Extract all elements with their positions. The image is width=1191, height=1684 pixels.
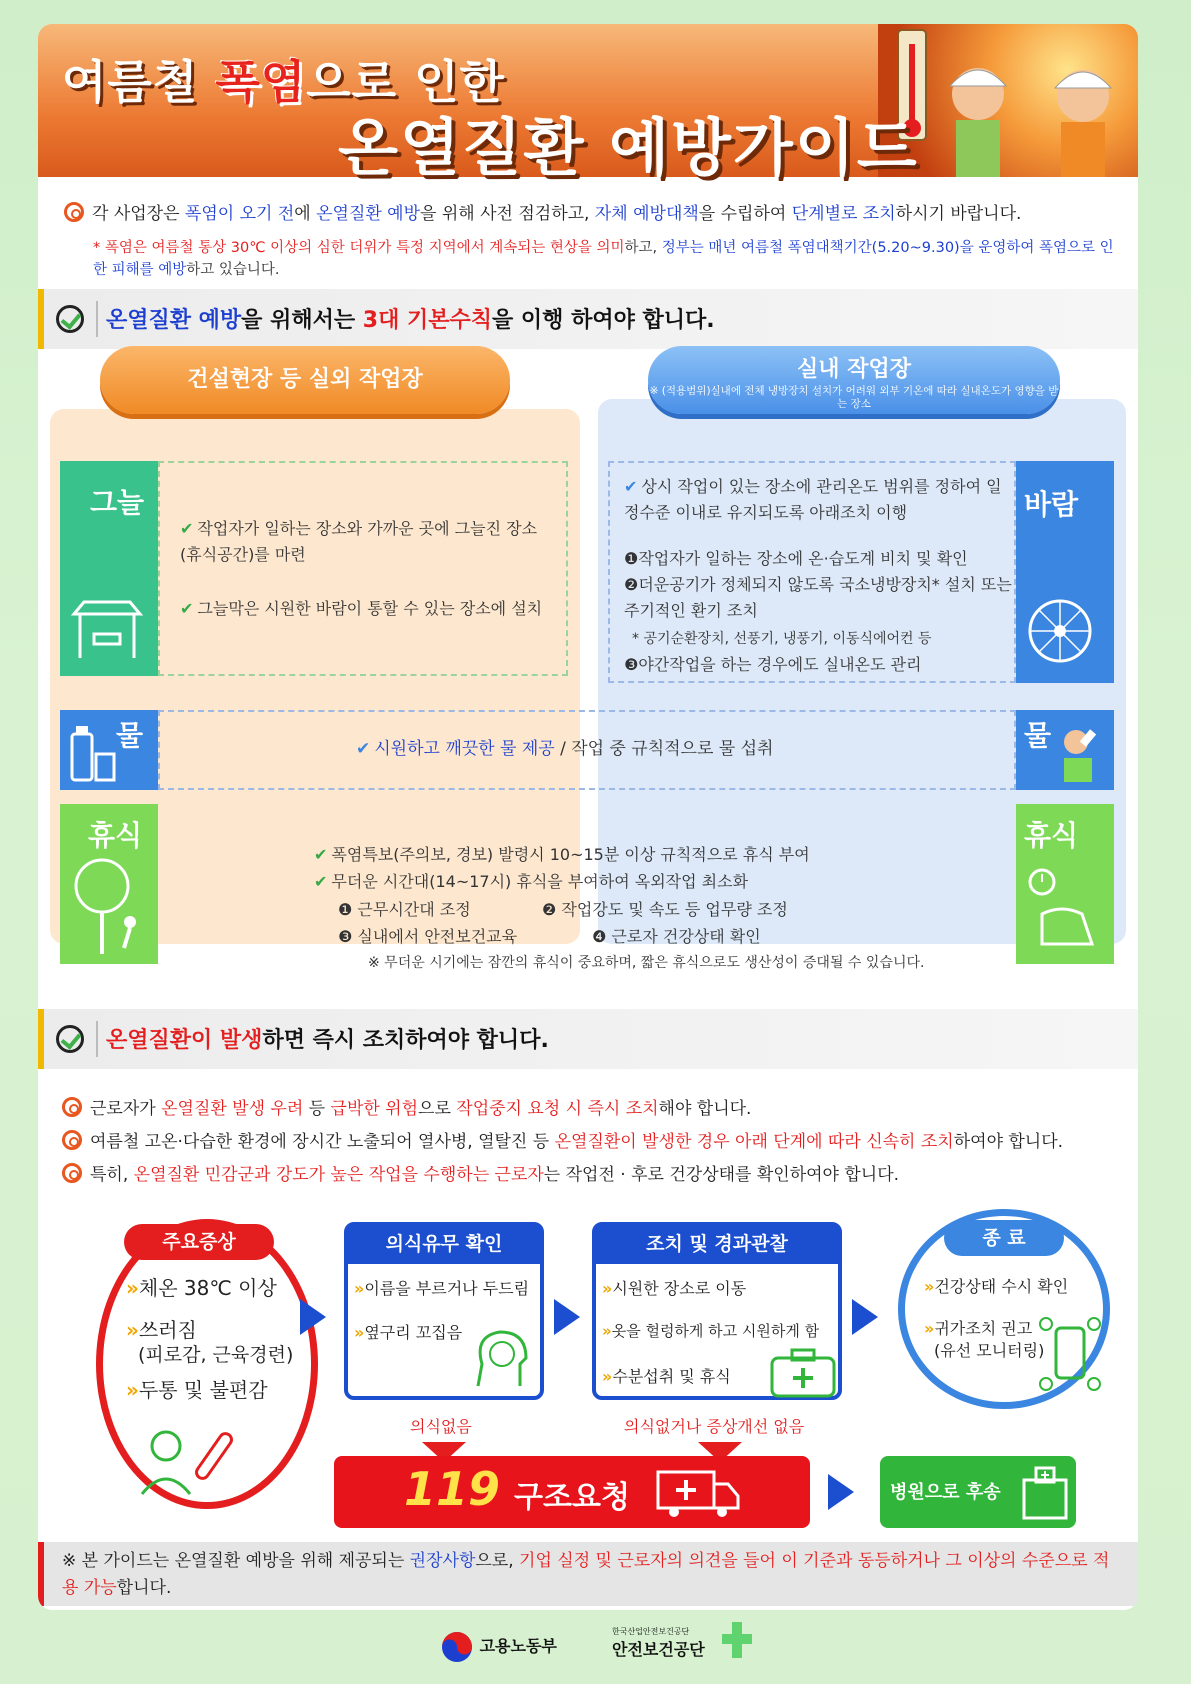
shade-box <box>60 461 158 676</box>
clock-chair-icon <box>1022 864 1108 954</box>
sick-person-icon <box>130 1416 270 1496</box>
rest-label-right: 휴식 <box>1024 819 1079 852</box>
footer-note: ※ 본 가이드는 온열질환 예방을 위해 제공되는 권장사항으로, 기업 실정 및 근로자의 의견을 들어 이 기준과 동등하거나 그 이상의 수준으로 적용 가능합니다. <box>38 1542 1138 1606</box>
call-number: 119 <box>404 1462 501 1516</box>
first-aid-kit-icon <box>768 1346 838 1398</box>
arrow-right-icon <box>554 1299 580 1335</box>
rest-o3: ❸ 실내에서 안전보건교육 <box>338 927 518 946</box>
shade-item-1: ✔ 작업자가 일하는 장소와 가까운 곳에 그늘진 장소(휴식공간)를 마련 <box>180 519 538 564</box>
action-title: 조치 및 경과관찰 <box>596 1226 838 1264</box>
hospital-box <box>880 1456 1076 1528</box>
symptom-3: »두통 및 불편감 <box>126 1378 268 1402</box>
swirl-icon <box>64 202 84 222</box>
water-label-left: 물 <box>116 719 144 752</box>
water-bottle-icon <box>66 724 118 784</box>
phone-monitor-icon <box>1038 1314 1102 1394</box>
title-line2: 온열질환 예방가이드 <box>338 111 919 184</box>
intro-text: 각 사업장은 폭염이 오기 전에 온열질환 예방을 위해 사전 점검하고, 자체 예방대책을 수립하여 단계별로 조치하시기 바랍니다. <box>64 199 1021 224</box>
end-2-detail: (유선 모니터링) <box>934 1341 1045 1360</box>
heatwave-note: * 폭염은 여름철 통상 30℃ 이상의 심한 더위가 특정 지역에서 계속되는 현상을 의미하고, 정부는 매년 여름철 폭염대책기간(5.20~9.30)을 운영하여 폭염으로 인한 피해를 예방하고 있습니다. <box>93 240 1114 278</box>
wind-lead: ✔ 상시 작업이 있는 장소에 관리온도 범위를 정하여 일정수준 이내로 유지되도록 아래조치 이행 <box>624 477 1002 522</box>
shade-tent-icon <box>70 596 144 660</box>
end-2: »귀가조치 권고 <box>924 1319 1033 1338</box>
rest-c2: ✔ 무더운 시간대(14~17시) 휴식을 부여하여 옥외작업 최소화 <box>314 872 749 891</box>
water-box-left <box>60 710 158 790</box>
water-label-right: 물 <box>1024 719 1052 752</box>
shade-item-2: ✔ 그늘막은 시원한 바람이 통할 수 있는 장소에 설치 <box>180 599 543 618</box>
wind-label: 바람 <box>1024 488 1079 521</box>
check-circle-icon <box>56 1025 84 1053</box>
kosha-logo: 한국산업안전보건공단 안전보건공단 <box>612 1626 705 1660</box>
no-improvement-label: 의식없거나 증상개선 없음 <box>624 1417 805 1436</box>
wind-n2-note: * 공기순환장치, 선풍기, 냉풍기, 이동식에어컨 등 <box>632 631 932 647</box>
kosha-cross-icon <box>720 1620 754 1660</box>
symptoms-title: 주요증상 <box>124 1224 274 1260</box>
emerg-line-2: 여름철 고온·다습한 환경에 장시간 노출되어 열사병, 열탈진 등 온열질환이 발생한 경우 아래 단계에 따라 신속히 조치하여야 합니다. <box>62 1127 1122 1158</box>
moel-logo: 고용노동부 <box>440 1630 557 1664</box>
end-title: 종 료 <box>944 1220 1064 1256</box>
hospital-text: 병원으로 후송 <box>890 1482 1001 1503</box>
emerg-line-3: 특히, 온열질환 민감군과 강도가 높은 작업을 수행하는 근로자는 작업전 · 후로 건강상태를 확인하여야 합니다. <box>62 1160 1122 1191</box>
action-2: »옷을 헐렁하게 하고 시원하게 함 <box>602 1322 820 1340</box>
wind-n1: ❶작업자가 일하는 장소에 온·습도계 비치 및 확인 <box>624 549 968 568</box>
section1-bar <box>38 289 1138 349</box>
symptom-1: »체온 38℃ 이상 <box>126 1276 277 1300</box>
swirl-icon <box>62 1163 82 1183</box>
fan-icon <box>1022 596 1108 666</box>
indoor-subtitle: ※ (적용범위)실내에 전체 냉방장치 설치가 어려워 외부 기온에 따라 실내온도가 영향을 받는 장소 <box>649 385 1059 410</box>
emerg-line-1: 근로자가 온열질환 발생 우려 등 급박한 위험으로 작업중지 요청 시 즉시 조치해야 합니다. <box>62 1094 1122 1125</box>
wind-box <box>1016 461 1114 683</box>
outdoor-title: 건설현장 등 실외 작업장 <box>100 346 510 414</box>
call-119-box <box>334 1456 810 1528</box>
wind-n3: ❸야간작업을 하는 경우에도 실내온도 관리 <box>624 655 922 674</box>
tree-rest-icon <box>68 856 150 956</box>
rest-box-right <box>1016 804 1114 964</box>
check-circle-icon <box>56 305 84 333</box>
action-1: »시원한 장소로 이동 <box>602 1279 747 1298</box>
call-text: 구조요청 <box>514 1480 630 1515</box>
rest-note: ※ 무더운 시기에는 잠깐의 휴식이 중요하며, 짧은 휴식으로도 생산성이 증대될 수 있습니다. <box>368 955 925 971</box>
rest-label-left: 휴식 <box>88 819 143 852</box>
section2-title: 온열질환이 발생하면 즉시 조치하여야 합니다. <box>106 1028 549 1053</box>
brain-head-icon <box>468 1324 534 1390</box>
rest-c1: ✔ 폭염특보(주의보, 경보) 발령시 10~15분 이상 규칙적으로 휴식 부여 <box>314 845 810 864</box>
end-1: »건강상태 수시 확인 <box>924 1277 1069 1296</box>
rest-o1: ❶ 근무시간대 조정 <box>338 900 471 919</box>
conscious-title: 의식유무 확인 <box>348 1226 540 1264</box>
action-3: »수분섭취 및 휴식 <box>602 1367 731 1386</box>
symptom-2: »쓰러짐 <box>126 1318 197 1342</box>
rest-o2: ❷ 작업강도 및 속도 등 업무량 조정 <box>542 900 788 919</box>
poster <box>38 24 1138 1610</box>
swirl-icon <box>62 1097 82 1117</box>
shade-label: 그늘 <box>90 486 145 519</box>
arrow-right-icon <box>852 1299 878 1335</box>
water-box-right <box>1016 710 1114 790</box>
conscious-1: »이름을 부르거나 두드림 <box>354 1279 530 1298</box>
shade-dashed-box <box>158 461 568 676</box>
rest-o4: ❹ 근로자 건강상태 확인 <box>592 927 761 946</box>
title-line1: 여름철 폭염으로 인한 <box>62 55 505 109</box>
header-banner <box>38 24 1138 184</box>
section1-title: 온열질환 예방을 위해서는 3대 기본수칙을 이행 하여야 합니다. <box>106 308 715 333</box>
rest-box-left <box>60 804 158 964</box>
drinking-worker-icon <box>1056 724 1108 784</box>
unconscious-label: 의식없음 <box>410 1417 472 1436</box>
arrow-right-icon <box>300 1299 326 1335</box>
conscious-2: »옆구리 꼬집음 <box>354 1323 463 1342</box>
section2-bar <box>38 1009 1138 1069</box>
hospital-building-icon <box>1020 1466 1070 1520</box>
symptom-2-detail: (피로감, 근육경련) <box>138 1344 294 1366</box>
water-text: ✔ 시원하고 깨끗한 물 제공 / 작업 중 규칙적으로 물 섭취 <box>356 739 774 759</box>
indoor-title: 실내 작업장 <box>797 357 911 382</box>
wind-n2: ❷더운공기가 정체되지 않도록 국소냉방장치* 설치 또는 주기적인 환기 조치 <box>624 575 1012 620</box>
swirl-icon <box>62 1130 82 1150</box>
arrow-right-icon <box>828 1474 854 1510</box>
indoor-title-pill <box>648 346 1060 414</box>
taegeuk-icon <box>440 1630 474 1664</box>
ambulance-icon <box>656 1468 740 1518</box>
